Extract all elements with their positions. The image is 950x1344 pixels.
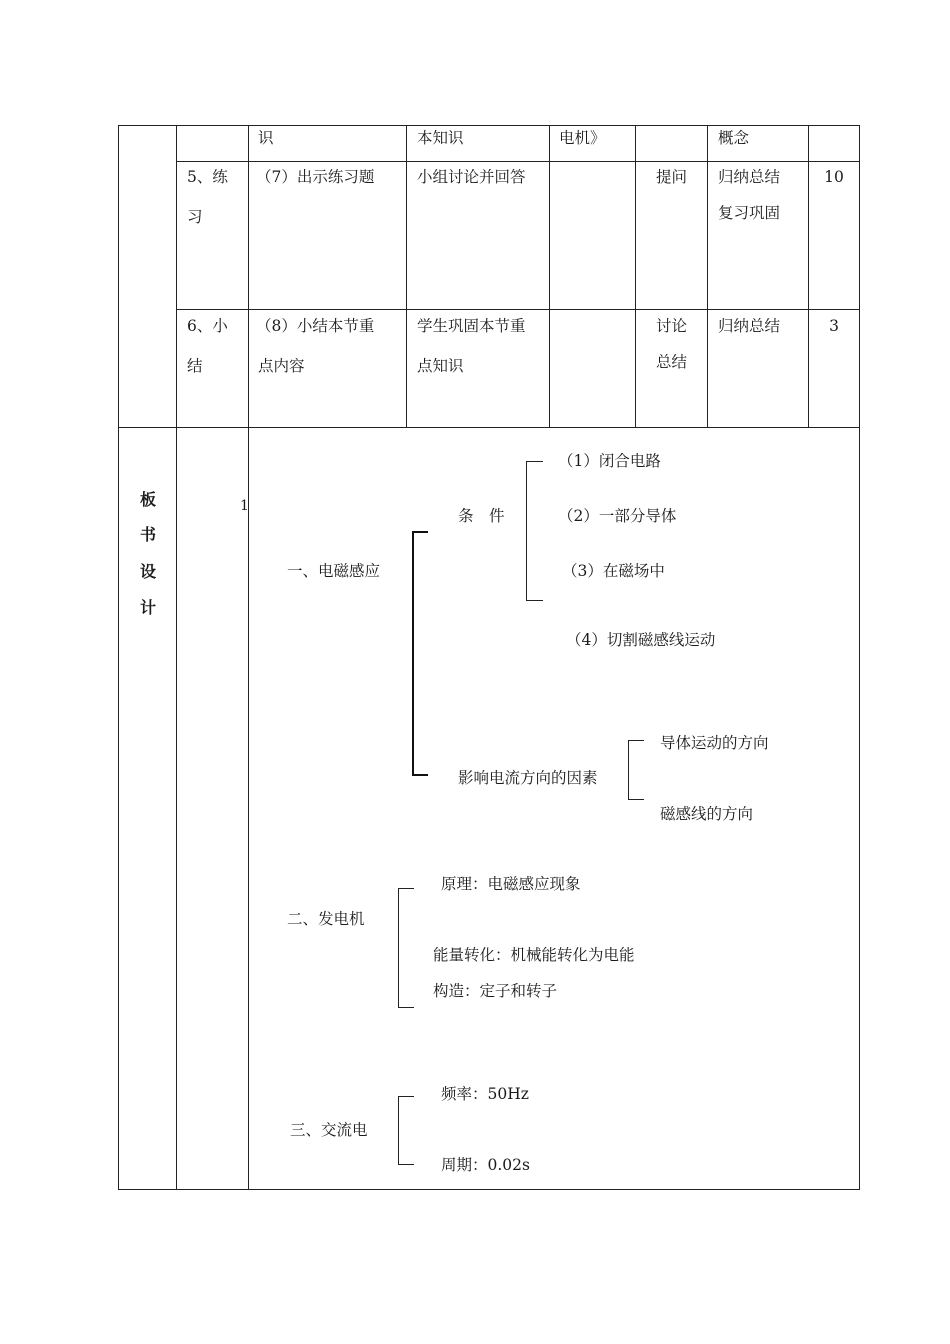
factor-item: 磁感线的方向 xyxy=(660,805,754,823)
condition-item: （2）一部分导体 xyxy=(558,507,677,525)
generator-item: 构造：定子和转子 xyxy=(433,982,558,1000)
cell-text: 3 xyxy=(829,317,839,335)
cell-text: 讨论 xyxy=(656,317,688,335)
section-label-char: 板 xyxy=(139,490,156,509)
col-divider xyxy=(176,125,177,1190)
conditions-bracket xyxy=(526,461,543,601)
cell-text: 复习巩固 xyxy=(718,204,781,222)
cell-text: 本知识 xyxy=(417,129,464,147)
condition-item: （3）在磁场中 xyxy=(562,562,665,580)
generator-item: 能量转化：机械能转化为电能 xyxy=(433,946,635,964)
cell-text: 习 xyxy=(187,208,203,226)
cell-text: （7）出示练习题 xyxy=(256,168,375,186)
factors-bracket xyxy=(628,740,644,800)
cell-text: 6、小 xyxy=(187,317,228,335)
condition-item: （4）切割磁感线运动 xyxy=(566,631,716,649)
col-divider xyxy=(248,125,249,1190)
col-divider xyxy=(549,125,550,428)
cell-text: 概念 xyxy=(718,129,750,147)
cell-text: 归纳总结 xyxy=(718,317,781,335)
section1-title: 一、电磁感应 xyxy=(287,562,381,580)
col-divider xyxy=(635,125,636,428)
cell-text: 结 xyxy=(187,357,203,375)
generator-item: 原理：电磁感应现象 xyxy=(441,875,581,893)
cell-text: 学生巩固本节重 xyxy=(417,317,526,335)
table-border-left xyxy=(118,125,119,1190)
table-border-right xyxy=(859,125,860,1190)
section-label-char: 设 xyxy=(139,562,156,581)
table-border-bottom xyxy=(118,1189,860,1190)
cell-text: 归纳总结 xyxy=(718,168,781,186)
section-label-char: 计 xyxy=(139,598,156,617)
cell-text: 总结 xyxy=(656,353,688,371)
marker-text: 1 xyxy=(240,498,249,514)
cell-text: 提问 xyxy=(656,168,688,186)
row-divider xyxy=(118,427,860,428)
row-divider xyxy=(176,309,860,310)
ac-item: 周期：0.02s xyxy=(441,1156,530,1174)
ac-item: 频率：50Hz xyxy=(441,1085,529,1103)
cell-text: 小组讨论并回答 xyxy=(417,168,526,186)
section1-bracket xyxy=(412,531,428,776)
section2-bracket xyxy=(398,888,414,1008)
section3-bracket xyxy=(398,1096,414,1165)
cell-text: 点内容 xyxy=(258,357,305,375)
col-divider xyxy=(406,125,407,428)
condition-label: 条 件 xyxy=(458,507,505,525)
factor-label: 影响电流方向的因素 xyxy=(458,769,598,787)
condition-item: （1）闭合电路 xyxy=(558,452,661,470)
table-border-top xyxy=(118,125,860,126)
cell-text: 识 xyxy=(258,129,274,147)
section2-title: 二、发电机 xyxy=(287,910,365,928)
section3-title: 三、交流电 xyxy=(290,1121,368,1139)
factor-item: 导体运动的方向 xyxy=(660,734,769,752)
section-label-char: 书 xyxy=(139,525,156,544)
col-divider xyxy=(707,125,708,428)
row-divider xyxy=(176,161,860,162)
cell-text: 点知识 xyxy=(417,357,464,375)
cell-text: 10 xyxy=(824,168,844,186)
cell-text: （8）小结本节重 xyxy=(256,317,375,335)
cell-text: 5、练 xyxy=(187,168,228,186)
cell-text: 电机》 xyxy=(559,129,606,147)
